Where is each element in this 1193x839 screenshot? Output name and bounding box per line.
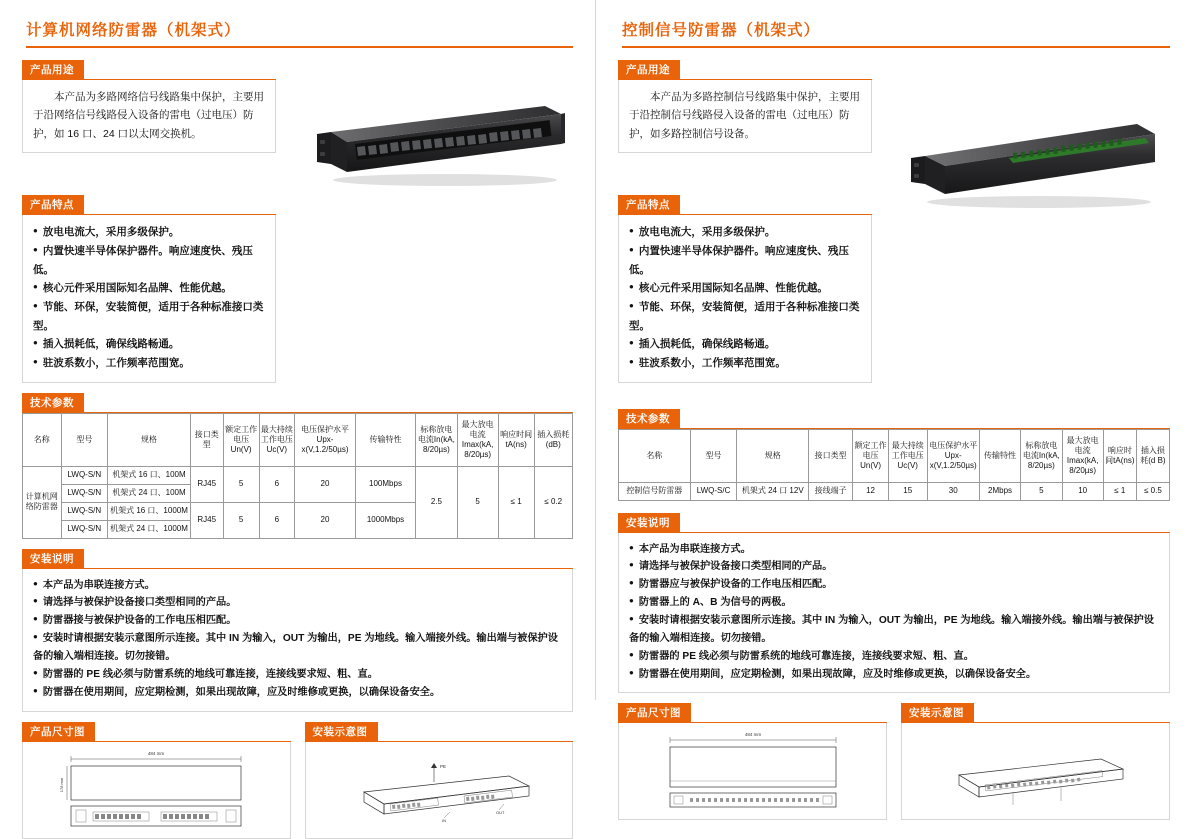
col-response-time: 响应时间tA(ns) xyxy=(498,413,534,466)
page-title-left: 计算机网络防雷器（机架式） xyxy=(26,22,241,39)
install-figure-right xyxy=(901,703,1170,820)
features-body-right xyxy=(618,215,872,383)
features-list-left xyxy=(33,223,265,373)
cell-port: 接线端子 xyxy=(809,482,853,500)
features-body-left xyxy=(22,215,276,383)
list-item: ● 插入损耗低，确保线路畅通。 xyxy=(629,335,861,354)
cell-model: LWQ-S/N xyxy=(61,484,108,502)
col-up: 电压保护水平Upx-x(V,1.2/50µs) xyxy=(295,413,356,466)
col-imax: 最大放电电流Imax(kA, 8/20µs) xyxy=(1062,429,1103,482)
install-figure-header-left: 安装示意图 xyxy=(305,722,378,741)
install-drawing-right xyxy=(901,723,1170,820)
cell-imax: 5 xyxy=(457,466,498,538)
col-uc: 最大持续工作电压Uc(V) xyxy=(259,413,295,466)
col-response-time: 响应时间tA(ns) xyxy=(1103,429,1136,482)
install-header-right: 安装说明 xyxy=(618,513,680,532)
features-section-right xyxy=(618,195,872,383)
list-item: ● 节能、环保，安装简便，适用于各种标准接口类型。 xyxy=(629,298,861,335)
list-item: ● 核心元件采用国际知名品牌、性能优越。 xyxy=(629,279,861,298)
cell-model: LWQ-S/N xyxy=(61,520,108,538)
figures-row-left xyxy=(22,722,573,839)
list-item: ● 防雷器接与被保护设备的工作电压相匹配。 xyxy=(33,612,562,630)
install-drawing-left xyxy=(305,742,574,839)
cell-port: RJ45 xyxy=(190,502,223,538)
table-row xyxy=(619,482,1170,500)
page-title-right: 控制信号防雷器（机架式） xyxy=(622,22,821,39)
spec-section-right xyxy=(618,409,1170,501)
list-item: ● 防雷器在使用期间，应定期检测，如果出现故障，应及时维修或更换，以确保设备安全。 xyxy=(33,684,562,702)
usage-body-left xyxy=(22,80,276,153)
dimension-drawing-svg-right xyxy=(638,727,868,815)
figures-row-right xyxy=(618,703,1170,820)
dimension-drawing-svg-left xyxy=(41,746,271,834)
cell-model: LWQ-S/N xyxy=(61,502,108,520)
list-item: ● 本产品为串联连接方式。 xyxy=(629,541,1159,559)
list-item: ● 本产品为串联连接方式。 xyxy=(33,577,562,595)
cell-transmission: 1000Mbps xyxy=(355,502,416,538)
list-item: ● 节能、环保，安装简便，适用于各种标准接口类型。 xyxy=(33,298,265,335)
col-port: 接口类型 xyxy=(190,413,223,466)
cell-spec: 机架式 24 口、1000M xyxy=(108,520,191,538)
col-spec: 规格 xyxy=(108,413,191,466)
cell-uc: 6 xyxy=(259,466,295,502)
usage-header-right: 产品用途 xyxy=(618,60,680,79)
install-drawing-svg-right xyxy=(921,727,1151,815)
spec-table-left xyxy=(22,413,573,539)
cell-port: RJ45 xyxy=(190,466,223,502)
col-un: 额定工作电压Un(V) xyxy=(853,429,889,482)
product-photo-network-spd xyxy=(295,88,565,208)
col-up: 电压保护水平Upx-x(V,1.2/50µs) xyxy=(927,429,979,482)
spec-section-left xyxy=(22,393,573,539)
cell-name: 计算机网络防雷器 xyxy=(23,466,62,538)
list-item: ● 内置快速半导体保护器件。响应速度快、残压低。 xyxy=(33,242,265,279)
features-list-right xyxy=(629,223,861,373)
table-row xyxy=(23,466,573,484)
cell-up: 30 xyxy=(927,482,979,500)
install-label-pe: PE xyxy=(439,763,446,769)
right-product-image-area xyxy=(882,60,1170,383)
dimension-figure-left xyxy=(22,722,291,839)
install-list-right xyxy=(629,541,1159,684)
cell-transmission: 2Mbps xyxy=(979,482,1020,500)
dimension-header-right: 产品尺寸图 xyxy=(618,703,691,722)
cell-uc: 15 xyxy=(888,482,927,500)
list-item: ● 请选择与被保护设备接口类型相同的产品。 xyxy=(33,594,562,612)
col-uc: 最大持续工作电压Uc(V) xyxy=(888,429,927,482)
title-divider-right xyxy=(622,46,1170,48)
cell-imax: 10 xyxy=(1062,482,1103,500)
list-item: ● 核心元件采用国际知名品牌、性能优越。 xyxy=(33,279,265,298)
col-transmission: 传输特性 xyxy=(355,413,416,466)
list-item: ● 防雷器上的 A、B 为信号的两极。 xyxy=(629,594,1159,612)
right-text-column xyxy=(618,60,872,383)
cell-in: 2.5 xyxy=(416,466,457,538)
table-header-row xyxy=(619,429,1170,482)
list-item: ● 安装时请根据安装示意图所示连接。其中 IN 为输入，OUT 为输出，PE 为地线。输入端接外线。输出端与被保护设备的输入端相连接。切勿接错。 xyxy=(629,612,1159,648)
cell-in: 5 xyxy=(1021,482,1062,500)
install-body-right xyxy=(618,533,1170,694)
cell-spec: 机架式 16 口、100M xyxy=(108,466,191,484)
install-drawing-svg-left xyxy=(324,746,554,834)
install-section-left xyxy=(22,549,573,712)
usage-header-left: 产品用途 xyxy=(22,60,84,79)
dimension-header-left: 产品尺寸图 xyxy=(22,722,95,741)
cell-response-time: ≤ 1 xyxy=(1103,482,1136,500)
col-spec: 规格 xyxy=(737,429,809,482)
cell-spec: 机架式 16 口、1000M xyxy=(108,502,191,520)
list-item: ● 防雷器的 PE 线必须与防雷系统的地线可靠连接，连接线要求短、粗、直。 xyxy=(629,648,1159,666)
list-item: ● 插入损耗低，确保线路畅通。 xyxy=(33,335,265,354)
spec-table-right xyxy=(618,429,1170,501)
install-figure-left xyxy=(305,722,574,839)
features-header-right: 产品特点 xyxy=(618,195,680,214)
usage-text-right: 本产品为多路控制信号线路集中保护，主要用于沿控制信号线路侵入设备的雷电（过电压）防护，如多路控制信号设备。 xyxy=(629,91,860,140)
dimension-width-label: 484 mm xyxy=(148,750,165,756)
usage-section-right xyxy=(618,60,872,153)
col-model: 型号 xyxy=(690,429,737,482)
cell-name: 控制信号防雷器 xyxy=(619,482,691,500)
install-label-out: OUT xyxy=(495,809,505,815)
col-insertion-loss: 插入损耗(dB) xyxy=(534,413,573,466)
usage-section-left xyxy=(22,60,276,153)
cell-insertion-loss: ≤ 0.2 xyxy=(534,466,573,538)
list-item: ● 防雷器应与被保护设备的工作电压相匹配。 xyxy=(629,576,1159,594)
install-header-left: 安装说明 xyxy=(22,549,84,568)
col-transmission: 传输特性 xyxy=(979,429,1020,482)
list-item: ● 安装时请根据安装示意图所示连接。其中 IN 为输入，OUT 为输出，PE 为地线。输入端接外线。输出端与被保护设备的输入端相连接。切勿接错。 xyxy=(33,630,562,666)
left-top-row xyxy=(22,60,573,383)
cell-model: LWQ-S/C xyxy=(690,482,737,500)
left-text-column xyxy=(22,60,276,383)
cell-response-time: ≤ 1 xyxy=(498,466,534,538)
list-item: ● 防雷器在使用期间，应定期检测，如果出现故障，应及时维修或更换，以确保设备安全。 xyxy=(629,666,1159,684)
dimension-width-label: 484 mm xyxy=(744,732,761,738)
list-item: ● 驻波系数小，工作频率范围宽。 xyxy=(33,354,265,373)
install-label-in: IN xyxy=(441,817,446,823)
col-in: 标称放电电流In(kA, 8/20µs) xyxy=(1021,429,1062,482)
table-header-row xyxy=(23,413,573,466)
usage-body-right xyxy=(618,80,872,153)
dimension-height-label: 178 mm xyxy=(59,777,65,792)
cell-spec: 机架式 24 口 12V xyxy=(737,482,809,500)
usage-text-left: 本产品为多路网络信号线路集中保护，主要用于沿网络信号线路侵入设备的雷电（过电压）防护，如 16 口、24 口以太网交换机。 xyxy=(33,91,264,140)
install-figure-header-right: 安装示意图 xyxy=(901,703,974,722)
cell-transmission: 100Mbps xyxy=(355,466,416,502)
spec-header-left: 技术参数 xyxy=(22,393,84,412)
dimension-figure-right xyxy=(618,703,887,820)
cell-un: 5 xyxy=(223,502,259,538)
cell-up: 20 xyxy=(295,502,356,538)
dimension-drawing-left xyxy=(22,742,291,839)
list-item: ● 放电电流大，采用多级保护。 xyxy=(33,223,265,242)
list-item: ● 请选择与被保护设备接口类型相同的产品。 xyxy=(629,558,1159,576)
cell-up: 20 xyxy=(295,466,356,502)
product-photo-control-spd xyxy=(891,104,1161,224)
cell-model: LWQ-S/N xyxy=(61,466,108,484)
col-name: 名称 xyxy=(23,413,62,466)
left-product-panel xyxy=(0,0,596,823)
col-imax: 最大放电电流Imax(kA, 8/20µs) xyxy=(457,413,498,466)
col-insertion-loss: 插入损耗(d B) xyxy=(1136,429,1169,482)
list-item: ● 驻波系数小，工作频率范围宽。 xyxy=(629,354,861,373)
cell-un: 12 xyxy=(853,482,889,500)
col-port: 接口类型 xyxy=(809,429,853,482)
install-list-left xyxy=(33,577,562,702)
cell-spec: 机架式 24 口、100M xyxy=(108,484,191,502)
right-top-row xyxy=(618,60,1170,383)
cell-un: 5 xyxy=(223,466,259,502)
install-section-right xyxy=(618,513,1170,694)
col-name: 名称 xyxy=(619,429,691,482)
list-item: ● 内置快速半导体保护器件。响应速度快、残压低。 xyxy=(629,242,861,279)
list-item: ● 放电电流大，采用多级保护。 xyxy=(629,223,861,242)
col-in: 标称放电电流In(kA, 8/20µs) xyxy=(416,413,457,466)
list-item: ● 防雷器的 PE 线必须与防雷系统的地线可靠连接，连接线要求短、粗、直。 xyxy=(33,666,562,684)
cell-insertion-loss: ≤ 0.5 xyxy=(1136,482,1169,500)
title-divider-left xyxy=(26,46,573,48)
features-section-left xyxy=(22,195,276,383)
left-product-image-area xyxy=(286,60,573,383)
features-header-left: 产品特点 xyxy=(22,195,84,214)
spec-header-right: 技术参数 xyxy=(618,409,680,428)
cell-uc: 6 xyxy=(259,502,295,538)
dimension-drawing-right xyxy=(618,723,887,820)
right-product-panel xyxy=(596,0,1192,738)
col-model: 型号 xyxy=(61,413,108,466)
col-un: 额定工作电压Un(V) xyxy=(223,413,259,466)
install-body-left xyxy=(22,569,573,712)
